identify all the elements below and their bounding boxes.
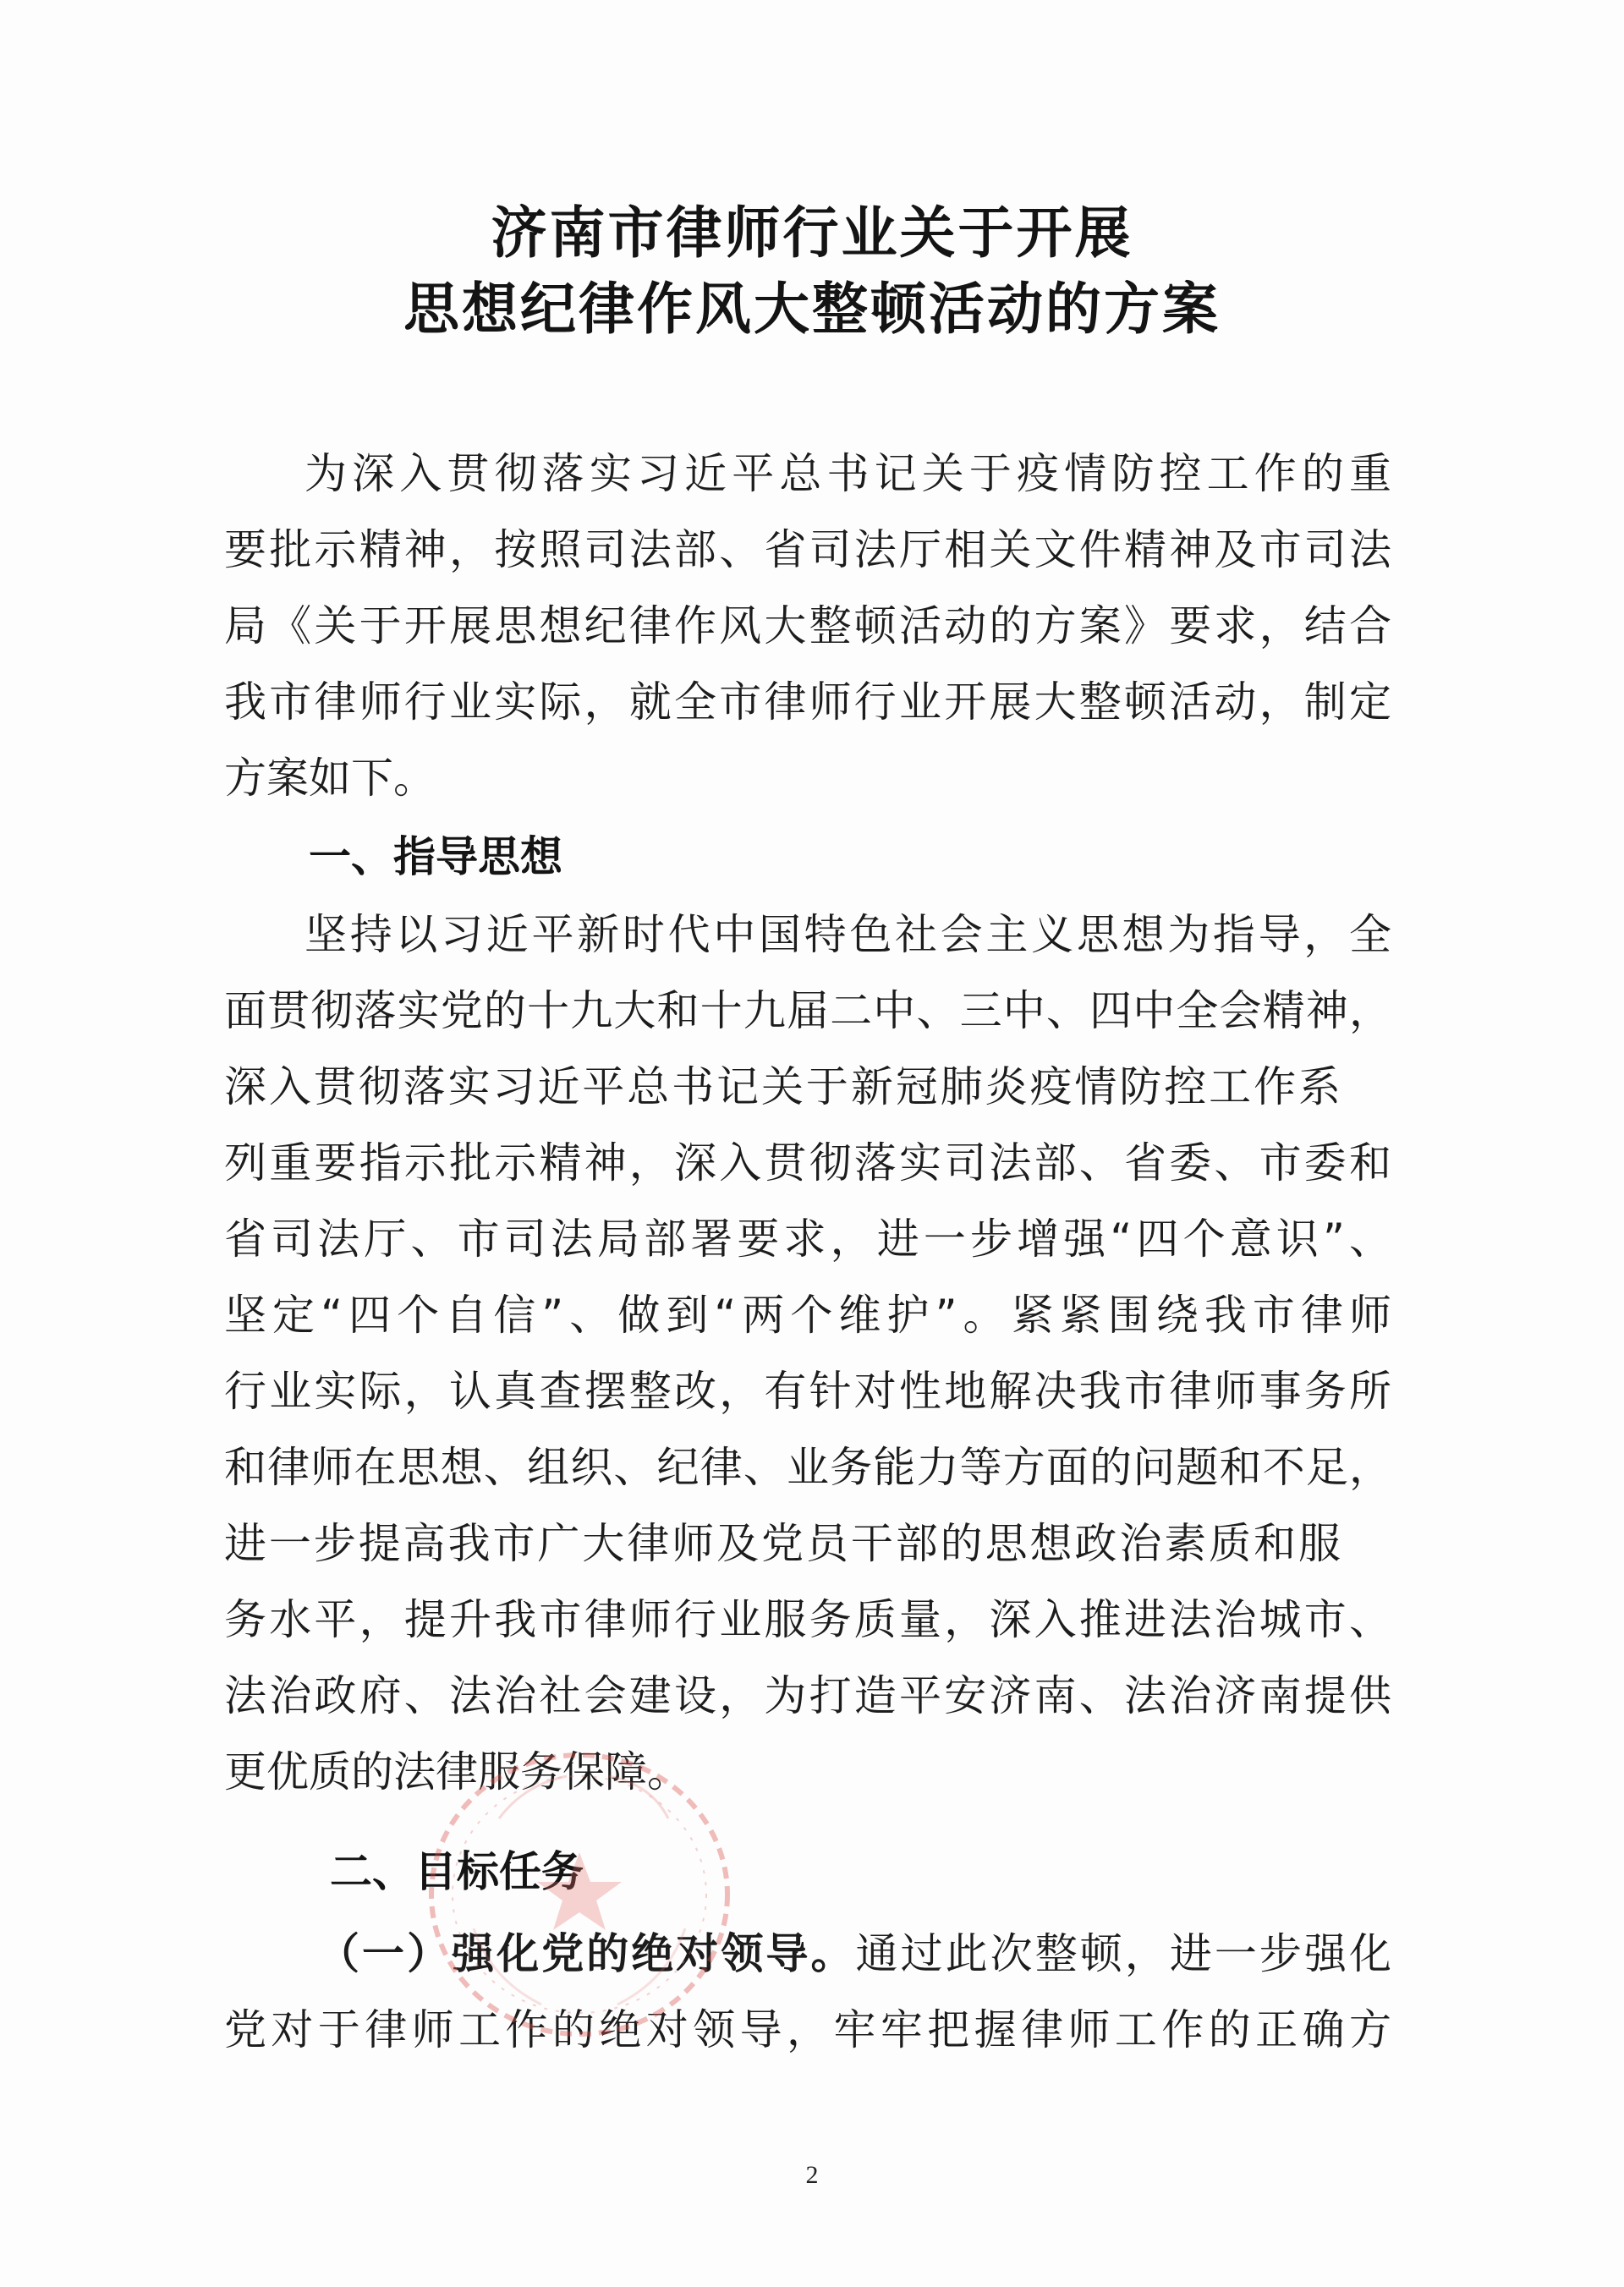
section-1-line-1: 坚持以习近平新时代中国特色社会主义思想为指导，全 bbox=[304, 910, 1391, 959]
section-1-line-11: 法治政府、法治社会建设，为打造平安济南、法治济南提供 bbox=[224, 1671, 1391, 1720]
section-1-line-8: 和律师在思想、组织、纪律、业务能力等方面的问题和不足， bbox=[224, 1443, 1391, 1492]
section-1-heading: 一、指导思想 bbox=[309, 832, 562, 881]
section-1-line-6: 坚定“四个自信”、做到“两个维护”。紧紧围绕我市律师 bbox=[224, 1291, 1391, 1340]
section-1-line-4: 列重要指示批示精神，深入贯彻落实司法部、省委、市委和 bbox=[224, 1138, 1391, 1187]
intro-line-4: 我市律师行业实际，就全市律师行业开展大整顿活动，制定 bbox=[224, 677, 1391, 727]
section-2-heading: 二、目标任务 bbox=[330, 1847, 584, 1896]
section-2-item-1-line-2: 党对于律师工作的绝对领导，牢牢把握律师工作的正确方 bbox=[224, 2005, 1391, 2054]
section-1-line-7: 行业实际，认真查摆整改，有针对性地解决我市律师事务所 bbox=[224, 1367, 1391, 1416]
section-2-item-1-rest: 通过此次整顿，进一步强化 bbox=[855, 1929, 1392, 1978]
section-1-line-5: 省司法厅、市司法局部署要求，进一步增强“四个意识”、 bbox=[224, 1215, 1391, 1264]
section-1-line-2: 面贯彻落实党的十九大和十九届二中、三中、四中全会精神， bbox=[224, 986, 1391, 1035]
section-1-line-9: 进一步提高我市广大律师及党员干部的思想政治素质和服 bbox=[224, 1519, 1341, 1568]
section-2-item-1-lead: （一）强化党的绝对领导。 bbox=[317, 1929, 856, 1978]
section-1-line-3: 深入贯彻落实习近平总书记关于新冠肺炎疫情防控工作系 bbox=[224, 1062, 1341, 1111]
intro-line-2: 要批示精神，按照司法部、省司法厅相关文件精神及市司法 bbox=[224, 525, 1391, 574]
intro-line-1: 为深入贯彻落实习近平总书记关于疫情防控工作的重 bbox=[304, 449, 1391, 498]
document-title-line-1: 济南市律师行业关于开展 bbox=[491, 200, 1133, 266]
section-1-line-12: 更优质的法律服务保障。 bbox=[224, 1747, 689, 1796]
document-title-line-2: 思想纪律作风大整顿活动的方案 bbox=[403, 276, 1221, 342]
section-2-item-1-line-1 bbox=[317, 1916, 1391, 1992]
page-number: 2 bbox=[805, 2161, 819, 2189]
intro-line-5: 方案如下。 bbox=[224, 754, 436, 803]
section-1-line-10: 务水平，提升我市律师行业服务质量，深入推进法治城市、 bbox=[224, 1595, 1391, 1644]
intro-line-3: 局《关于开展思想纪律作风大整顿活动的方案》要求，结合 bbox=[224, 601, 1391, 650]
